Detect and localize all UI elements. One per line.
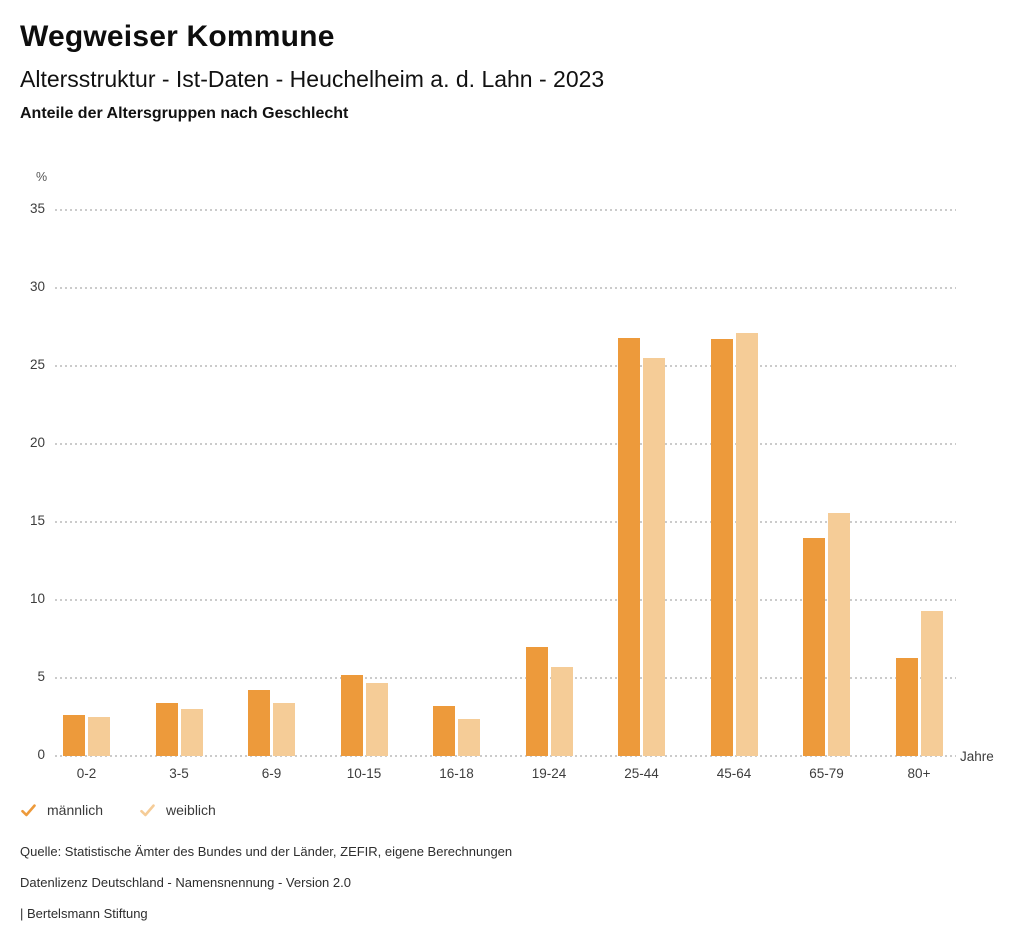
bar-weiblich-3-5[interactable] bbox=[181, 709, 203, 756]
bar-maennlich-16-18[interactable] bbox=[433, 706, 455, 756]
y-tick-label-15: 15 bbox=[29, 513, 45, 528]
attribution-note: | Bertelsmann Stiftung bbox=[20, 906, 148, 921]
legend-label-weiblich: weiblich bbox=[166, 802, 216, 818]
plot-area bbox=[29, 170, 994, 781]
legend-item-maennlich[interactable] bbox=[21, 802, 103, 818]
bar-maennlich-65-79[interactable] bbox=[803, 538, 825, 756]
bar-maennlich-80+[interactable] bbox=[896, 658, 918, 756]
bar-weiblich-25-44[interactable] bbox=[643, 358, 665, 756]
license-note: Datenlizenz Deutschland - Namensnennung - Version 2.0 bbox=[20, 875, 351, 890]
x-category-label-3-5: 3-5 bbox=[169, 766, 189, 781]
y-tick-label-10: 10 bbox=[29, 591, 45, 606]
bar-weiblich-45-64[interactable] bbox=[736, 333, 758, 756]
bar-weiblich-10-15[interactable] bbox=[366, 683, 388, 756]
bar-weiblich-16-18[interactable] bbox=[458, 719, 480, 756]
x-category-label-45-64: 45-64 bbox=[716, 766, 752, 781]
bar-maennlich-6-9[interactable] bbox=[248, 690, 270, 756]
gridline-15 bbox=[29, 513, 956, 528]
y-tick-label-30: 30 bbox=[29, 279, 45, 294]
y-tick-label-0: 0 bbox=[37, 747, 45, 762]
x-category-label-6-9: 6-9 bbox=[261, 766, 282, 781]
y-tick-label-25: 25 bbox=[29, 357, 45, 372]
bar-maennlich-45-64[interactable] bbox=[711, 339, 733, 756]
legend bbox=[21, 802, 216, 818]
gridline-20 bbox=[29, 435, 956, 450]
bar-weiblich-80+[interactable] bbox=[921, 611, 943, 756]
legend-item-weiblich[interactable] bbox=[140, 802, 216, 818]
bar-maennlich-3-5[interactable] bbox=[156, 703, 178, 756]
gridline-35 bbox=[29, 201, 956, 216]
chart-heading: Anteile der Altersgruppen nach Geschlecht bbox=[20, 105, 349, 122]
x-category-label-65-79: 65-79 bbox=[809, 766, 844, 781]
y-tick-label-35: 35 bbox=[29, 201, 45, 216]
x-category-label-19-24: 19-24 bbox=[531, 766, 567, 781]
bar-maennlich-19-24[interactable] bbox=[526, 647, 548, 756]
gridline-30 bbox=[29, 279, 956, 294]
bar-weiblich-6-9[interactable] bbox=[273, 703, 295, 756]
check-icon bbox=[140, 804, 155, 817]
x-category-label-10-15: 10-15 bbox=[346, 766, 382, 781]
y-axis-unit-label: % bbox=[36, 170, 48, 184]
y-tick-label-20: 20 bbox=[29, 435, 45, 450]
source-note: Quelle: Statistische Ämter des Bundes und der Länder, ZEFIR, eigene Berechnungen bbox=[20, 844, 513, 859]
page-title: Wegweiser Kommune bbox=[20, 20, 335, 53]
gridline-25 bbox=[29, 357, 956, 372]
x-category-label-80+: 80+ bbox=[907, 766, 931, 781]
x-axis-unit-label: Jahre bbox=[960, 749, 994, 764]
x-category-label-0-2: 0-2 bbox=[76, 766, 97, 781]
x-category-label-16-18: 16-18 bbox=[439, 766, 474, 781]
check-icon bbox=[21, 804, 36, 817]
bar-maennlich-0-2[interactable] bbox=[63, 715, 85, 756]
y-tick-label-5: 5 bbox=[37, 669, 45, 684]
bar-maennlich-25-44[interactable] bbox=[618, 338, 640, 756]
bar-weiblich-19-24[interactable] bbox=[551, 667, 573, 756]
x-category-label-25-44: 25-44 bbox=[624, 766, 659, 781]
bar-weiblich-0-2[interactable] bbox=[88, 717, 110, 756]
legend-label-maennlich: männlich bbox=[47, 802, 104, 818]
bar-maennlich-10-15[interactable] bbox=[341, 675, 363, 756]
bar-weiblich-65-79[interactable] bbox=[828, 513, 850, 756]
chart-subtitle: Altersstruktur - Ist-Daten - Heuchelheim a. d. Lahn - 2023 bbox=[20, 66, 605, 92]
